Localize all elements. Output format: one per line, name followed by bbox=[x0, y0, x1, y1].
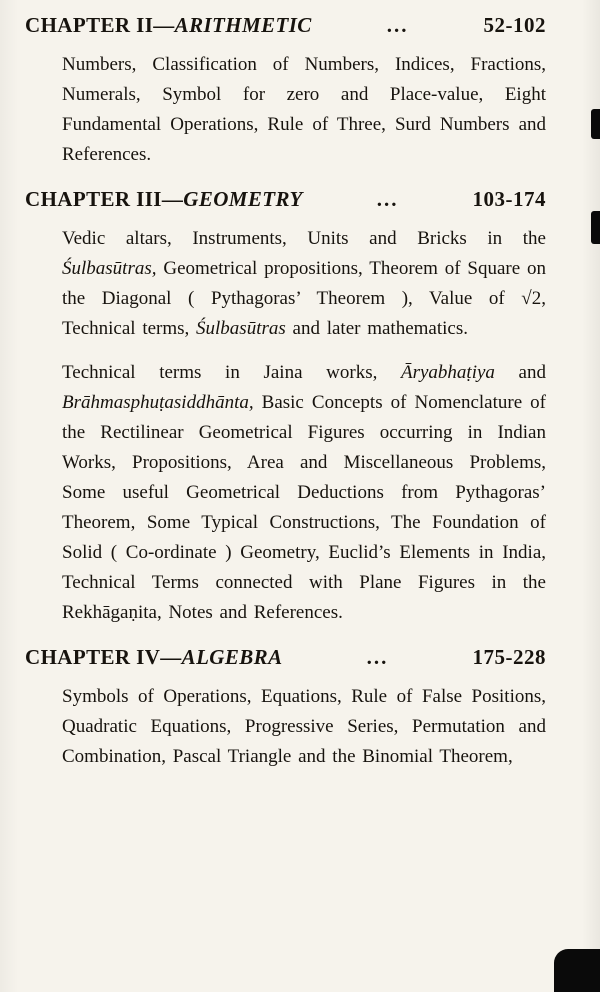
chapter-summary-paragraph: Technical terms in Jaina works, Āryabhaṭiya and Brāhmasphuṭasiddhānta, Basic Concepts of Nomenclature of the Rectilinear Geometrical Figures occurring in Indian Works, Propositions, Area and Miscellaneous Problems, Some useful Geometrical Deductions from Pythagoras’ Theorem, Some Typical Constructions, The Foundation of Solid ( Co-ordinate ) Geometry, Euclid’s Elements in India, Technical Terms connected with Plane Figures in the Rekhāgaṇita, Notes and References. bbox=[62, 362, 546, 623]
chapter-title: ALGEBRA bbox=[181, 645, 283, 669]
page-range: 103-174 bbox=[472, 187, 546, 211]
chapter-heading-row bbox=[25, 184, 546, 215]
scan-artifact bbox=[554, 949, 600, 992]
chapter-title: ARITHMETIC bbox=[174, 13, 312, 37]
dots-separator: ... bbox=[386, 13, 409, 37]
dots-separator: ... bbox=[366, 645, 389, 669]
chapter-heading-row bbox=[25, 642, 546, 673]
chapter-summary-paragraph: Numbers, Classification of Numbers, Indices, Fractions, Numerals, Symbol for zero and Place-value, Eight Fundamental Operations, Rule of Three, Surd Numbers and References. bbox=[62, 54, 546, 165]
page-range: 175-228 bbox=[472, 645, 546, 669]
chapter-section-3 bbox=[25, 184, 546, 628]
chapter-section-4 bbox=[25, 642, 546, 772]
scan-artifact bbox=[591, 109, 600, 139]
chapter-summary-paragraph: Vedic altars, Instruments, Units and Bricks in the Śulbasūtras, Geometrical propositions, Theorem of Square on the Diagonal ( Pythagoras’ Theorem ), Value of √2, Technical terms, Śulbasūtras and later mathematics. bbox=[62, 228, 546, 339]
chapter-label: CHAPTER III— bbox=[25, 187, 184, 211]
chapter-label: CHAPTER II— bbox=[25, 13, 175, 37]
chapter-title: GEOMETRY bbox=[183, 187, 303, 211]
chapter-heading-row bbox=[25, 10, 546, 41]
page-range: 52-102 bbox=[483, 13, 546, 37]
chapter-section-2 bbox=[25, 10, 546, 170]
dots-separator: ... bbox=[376, 187, 399, 211]
chapter-summary-paragraph: Symbols of Operations, Equations, Rule of False Positions, Quadratic Equations, Progressive Series, Permutation and Combination, Pascal Triangle and the Binomial Theorem, bbox=[62, 686, 546, 767]
chapter-label: CHAPTER IV— bbox=[25, 645, 182, 669]
scan-artifact bbox=[591, 211, 600, 244]
